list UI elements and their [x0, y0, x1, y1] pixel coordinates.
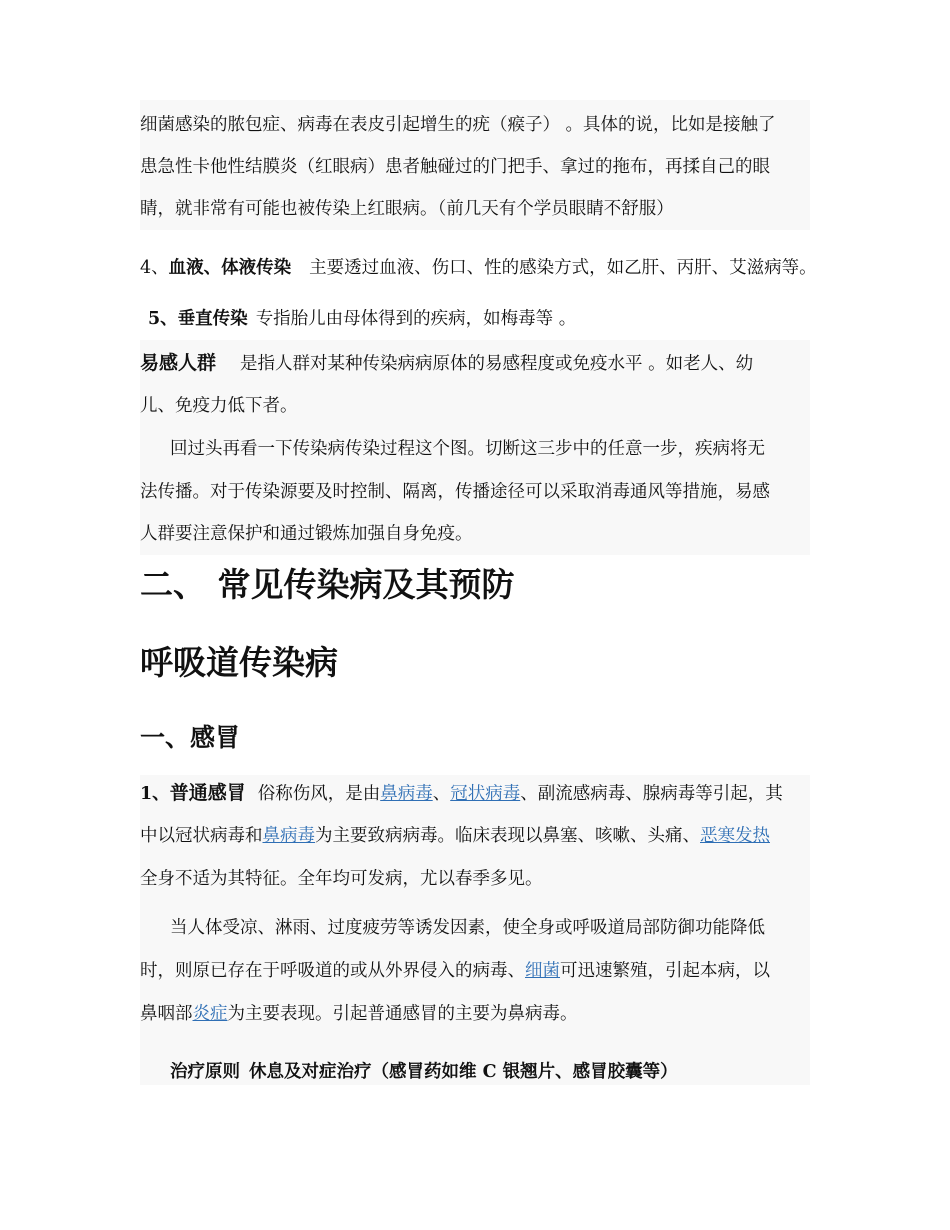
subsection-heading: 呼吸道传染病 [140, 643, 338, 682]
text-span: 鼻咽部 [140, 1004, 193, 1024]
susceptible-text: 是指人群对某种传染病病原体的易感程度或免疫水平 。如老人、幼 [240, 354, 754, 374]
text-span: 为主要表现。引起普通感冒的主要为鼻病毒。 [227, 1004, 578, 1024]
paragraph-line: 全身不适为其特征。全年均可发病，尤以春季多见。 [140, 869, 543, 889]
treatment-label: 治疗原则 [170, 1062, 240, 1082]
item-term: 垂直传染 [177, 309, 248, 329]
paragraph-line: 回过头再看一下传染病传染过程这个图。切断这三步中的任意一步，疾病将无 [170, 439, 765, 459]
item-vertical-transmission [148, 307, 576, 331]
treatment-text: 休息及对症治疗（感冒药如维 C 银翘片、感冒胶囊等） [249, 1062, 678, 1082]
text-span: 为主要致病病毒。临床表现以鼻塞、咳嗽、头痛、 [315, 826, 700, 846]
cause-line-2 [140, 959, 770, 983]
paragraph-line: 法传播。对于传染源要及时控制、隔离，传播途径可以采取消毒通风等措施，易感 [140, 482, 770, 502]
paragraph-line: 儿、免疫力低下者。 [140, 396, 298, 416]
common-cold-line-2 [140, 824, 770, 848]
paragraph-line: 人群要注意保护和通过锻炼加强自身免疫。 [140, 524, 473, 544]
link-rhinovirus[interactable]: 鼻病毒 [262, 826, 315, 846]
common-cold-term: 普通感冒 [169, 782, 246, 804]
text-span: 、 [432, 784, 451, 804]
text-span: 俗称伤风，是由 [257, 784, 381, 804]
text-span: 时，则原已存在于呼吸道的或从外界侵入的病毒、 [140, 961, 525, 981]
susceptible-line-1 [140, 351, 753, 376]
link-coronavirus[interactable]: 冠状病毒 [450, 784, 521, 804]
item-number: 5、 [148, 309, 178, 329]
common-cold-line-1 [140, 781, 783, 806]
paragraph-line: 患急性卡他性结膜炎（红眼病）患者触碰过的门把手、拿过的拖布，再揉自己的眼 [140, 157, 770, 177]
cause-line-3 [140, 1002, 578, 1026]
treatment-line [170, 1060, 678, 1084]
paragraph-line: 当人体受凉、淋雨、过度疲劳等诱发因素，使全身或呼吸道局部防御功能降低 [170, 918, 765, 938]
section-heading: 二、 常见传染病及其预防 [140, 565, 515, 604]
topic-heading: 一、感冒 [140, 723, 241, 752]
text-span: 中以冠状病毒和 [140, 826, 263, 846]
item-term: 血液、体液传染 [168, 258, 292, 278]
link-bacteria[interactable]: 细菌 [525, 961, 560, 981]
item-number: 4、 [140, 258, 169, 278]
link-inflammation[interactable]: 炎症 [192, 1004, 228, 1024]
item-text: 专指胎儿由母体得到的疾病，如梅毒等 。 [255, 309, 577, 329]
link-rhinovirus[interactable]: 鼻病毒 [380, 784, 433, 804]
paragraph-line: 细菌感染的脓包症、病毒在表皮引起增生的疣（瘊子） 。具体的说，比如是接触了 [140, 115, 776, 135]
link-chills-fever[interactable]: 恶寒发热 [700, 826, 770, 846]
item-text: 主要透过血液、伤口、性的感染方式，如乙肝、丙肝、艾滋病等。 [309, 258, 817, 278]
item-blood-transmission [140, 256, 817, 280]
text-span: 可迅速繁殖，引起本病，以 [560, 961, 770, 981]
item-number: 1、 [140, 784, 170, 804]
susceptible-term: 易感人群 [140, 352, 217, 374]
text-span: 、副流感病毒、腺病毒等引起，其 [520, 784, 783, 804]
paragraph-line: 睛，就非常有可能也被传染上红眼病。（前几天有个学员眼睛不舒服） [140, 199, 674, 219]
